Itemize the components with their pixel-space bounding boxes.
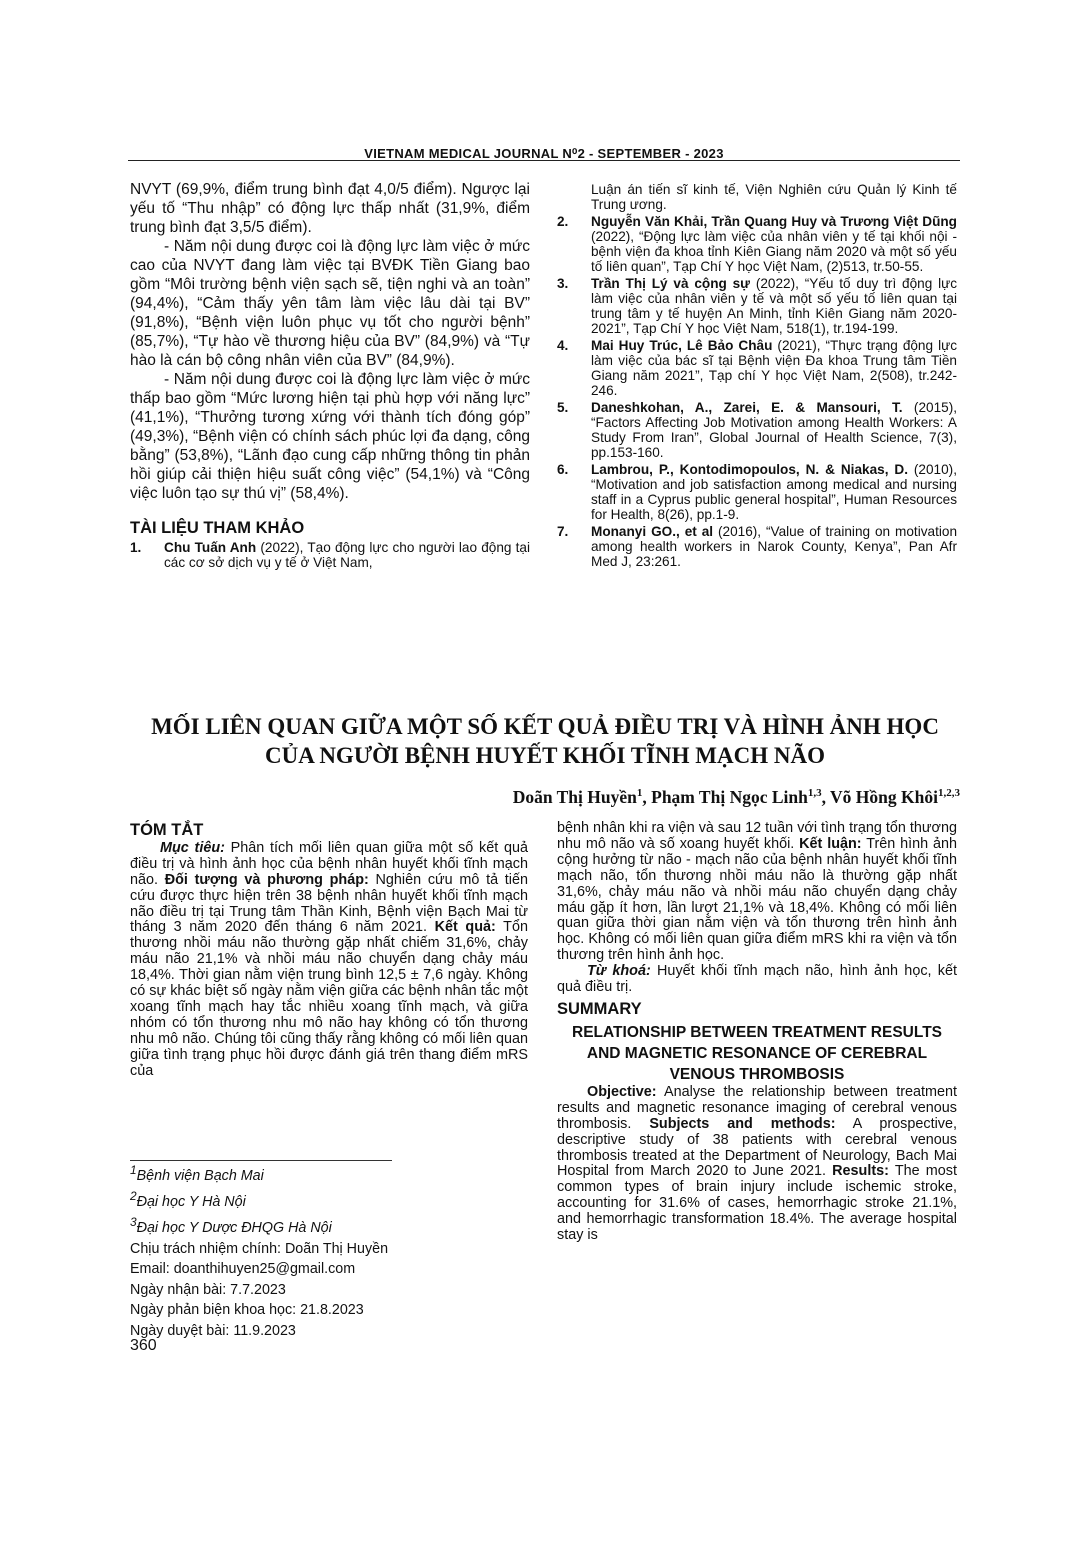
reference-item: 6. Lambrou, P., Kontodimopoulos, N. & Niakas, D. (2010), “Motivation and job satisfaction among medical and nursing staff in a Cyprus public general hospital”, Human Resources for Health, 8(26), pp.1-9.: [557, 462, 957, 522]
author-list: Doãn Thị Huyền$^1$, Phạm Thị Ngọc Linh$^{1,3}$, Võ Hồng Khôi$^{1,2,3}$: [512, 787, 960, 807]
abstract-heading: TÓM TẮT: [130, 821, 204, 839]
summary-methods-label: Subjects and methods:: [649, 1115, 836, 1132]
summary-results-label: Results:: [832, 1163, 889, 1180]
reference-authors: Nguyễn Văn Khải, Trần Quang Huy và Trương Việt Dũng: [591, 214, 957, 229]
reference-details: (2022), Tạo động lực cho người lao động tại các cơ sở dịch vụ y tế ở Việt Nam,: [164, 540, 530, 570]
keywords-label: Từ khoá:: [587, 963, 651, 980]
reference-authors: Chu Tuấn Anh: [164, 540, 257, 555]
summary-heading: SUMMARY: [557, 999, 642, 1018]
prev-article-left-column: [130, 180, 530, 572]
author-affiliation: 1,3: [807, 787, 822, 800]
conclusion-label: Kết luận:: [799, 835, 862, 852]
accepted-date: Ngày duyệt bài: 11.9.2023: [130, 1322, 296, 1339]
summary-text: Objective: Analyse the relationship between treatment results and magnetic resonance imaging of cerebral venous thrombosis. Subjects and methods: A prospective, descriptive study of 38 patients with cerebral venous thrombosis treated at the Department of Neurology, Bach Mai Hospital from March 2020 to June 2021. Results: The most common types of brain injury include ischemic stroke, accounting for 31.6% of cases, hemorrhagic stroke 21.1%, and hemorrhagic transformation 18.4%. The average hospital stay is: [557, 1083, 957, 1244]
affiliation-1: $^1$Bệnh viện Bạch Mai: [130, 1163, 264, 1184]
author-affiliation: 1,2,3: [938, 787, 960, 800]
footnotes: [130, 1160, 388, 1341]
reference-item: 2. Nguyễn Văn Khải, Trần Quang Huy và Trương Việt Dũng (2022), “Động lực làm việc của nhân viên y tế tại khối nội - bệnh viện đa khoa tỉnh Kiên Giang năm 2020 và một số yếu tố liên quan”, Tạp Chí Y học Việt Nam, (2)513, tr.50-55.: [557, 214, 957, 274]
abstract-right-column: [557, 821, 957, 1244]
reference-item: 4. Mai Huy Trúc, Lê Bảo Châu (2021), “Thực trạng động lực làm việc của bác sĩ tại Bệnh viện Đa khoa Trung tâm Tiền Giang năm 2021”, Tạp chí Y học Việt Nam, 2(508), tr.242-246.: [557, 338, 957, 398]
abstract-left-column: [130, 823, 528, 1080]
reference-continuation: Luận án tiến sĩ kinh tế, Viện Nghiên cứu Quản lý Kinh tế Trung ương.: [591, 182, 957, 212]
email: Email: doanthihuyen25@gmail.com: [130, 1261, 356, 1278]
results-label: Kết quả:: [434, 919, 496, 936]
abstract-continuation: bệnh nhân khi ra viện và sau 12 tuần với tình trạng tổn thương nhu mô não và số xoang huyết khối. Kết luận: Trên hình ảnh cộng hưởng từ não - mạch não của bệnh nhân huyết khối tĩnh mạch não, tổn thương nhồi máu não là thường gặp nhất 31,6%, chảy máu não và nhồi máu não chuyển dạng chảy máu gặp ít hơn, lần lượt 21,1% và 18,4%. Không có mối liên quan giữa thời gian nằm viện và tổn thương trên hình ảnh học. Không có mối liên quan giữa điểm mRS khi ra viện và tổn thương trên hình ảnh học.: [557, 820, 958, 964]
reference-authors: Monanyi GO., et al: [591, 524, 714, 539]
reference-list-left: [130, 540, 530, 570]
reference-item: [130, 540, 530, 570]
author-affiliation: 1: [636, 787, 643, 800]
methods-label: Đối tượng và phương pháp:: [164, 871, 369, 888]
author-name: Võ Hồng Khôi: [830, 787, 938, 807]
reference-item: 3. Trần Thị Lý và cộng sự (2022), “Yếu tố duy trì động lực làm việc của nhân viên y tế và một số yếu tố liên quan tại trung tâm y tế huyện An Minh, tỉnh Kiên Giang năm 2020-2021”, Tạp Chí Y học Việt Nam, 518(1), tr.194-199.: [557, 276, 958, 336]
reference-item-continued: [557, 182, 957, 212]
corresponding-author: Chịu trách nhiệm chính: Doãn Thị Huyền: [130, 1240, 389, 1257]
reference-item: 7. Monanyi GO., et al (2016), “Value of training on motivation among health workers in Narok County, Kenya”, Pan Afr Med J, 23:261.: [557, 524, 958, 569]
reference-authors: Daneshkohan, A., Zarei, E. & Mansouri, T.: [591, 400, 903, 415]
header-rule: [128, 160, 960, 161]
reference-number: 1.: [130, 540, 142, 555]
affiliation-2: $^2$Đại học Y Hà Nội: [130, 1189, 246, 1211]
affiliation-3: $^3$Đại học Y Dược ĐHQG Hà Nội: [130, 1215, 332, 1237]
reference-authors: Lambrou, P., Kontodimopoulos, N. & Niakas, D.: [591, 462, 908, 477]
page-number: 360: [130, 1337, 157, 1354]
prev-paragraph: - Năm nội dung được coi là động lực làm việc ở mức cao của NVYT đang làm việc tại BVĐK Tiền Giang bao gồm “Môi trường bệnh viện sạch sẽ, tiện nghi và an toàn” (94,4%), “Cảm thấy yên tâm làm việc lâu dài tại BV” (91,8%), “Bệnh viện luôn phục vụ tốt cho người bệnh” (85,7%), “Tự hào về thương hiệu của BV” (84,9%) và “Tự hào là cán bộ công nhân viên của BV” (84,9%).: [130, 238, 530, 369]
author-name: Doãn Thị Huyền: [512, 787, 637, 807]
title-line-2: CỦA NGƯỜI BỆNH HUYẾT KHỐI TĨNH MẠCH NÃO: [265, 743, 825, 768]
article-title: [120, 712, 970, 770]
received-date: Ngày nhận bài: 7.7.2023: [130, 1281, 286, 1298]
summary-title: RELATIONSHIP BETWEEN TREATMENT RESULTS AND MAGNETIC RESONANCE OF CEREBRAL VENOUS THROMBOSIS: [572, 1023, 942, 1083]
reference-item: 5. Daneshkohan, A., Zarei, E. & Mansouri, T. (2015), “Factors Affecting Job Motivation among Health Workers: A Study From Iran”, Global Journal of Health Science, 7(3), pp.153-160.: [557, 400, 957, 460]
keywords: Từ khoá: Huyết khối tĩnh mạch não, hình ảnh học, kết quả điều trị.: [557, 963, 958, 996]
journal-header: VIETNAM MEDICAL JOURNAL N⁰2 - SEPTEMBER - 2023: [364, 146, 724, 161]
references-heading: TÀI LIỆU THAM KHẢO: [130, 519, 305, 537]
objective-label: Mục tiêu:: [160, 839, 225, 856]
author-name: Phạm Thị Ngọc Linh: [651, 787, 808, 807]
summary-objective-label: Objective:: [587, 1083, 657, 1100]
prev-paragraph: NVYT (69,9%, điểm trung bình đạt 4,0/5 điểm). Ngược lại yếu tố “Thu nhập” có động lực thấp nhất (31,9%, điểm trung bình đạt 3,5/5 điểm).: [130, 181, 530, 236]
reference-authors: Trần Thị Lý và cộng sự: [591, 276, 751, 291]
review-date: Ngày phản biện khoa học: 21.8.2023: [130, 1302, 364, 1319]
reference-authors: Mai Huy Trúc, Lê Bảo Châu: [591, 338, 773, 353]
prev-paragraph: - Năm nội dung được coi là động lực làm việc ở mức thấp bao gồm “Mức lương hiện tại phù hợp với năng lực” (41,1%), “Thưởng tương xứng với thành tích đóng góp” (49,3%), “Bệnh viện có chính sách phúc lợi đa dạng, công bằng” (53,8%), “Lãnh đạo cung cấp những thông tin phản hồi giúp cải thiện hiệu suất công việc” (54,1%) và “Công việc luôn tạo sự thú vị” (58,4%).: [130, 371, 530, 502]
abstract-text: Mục tiêu: Phân tích mối liên quan giữa một số kết quả điều trị và hình ảnh học của bệnh nhân huyết khối tĩnh mạch não. Đối tượng và phương pháp: Nghiên cứu mô tả tiến cứu được thực hiện trên 38 bệnh nhân huyết khối tĩnh mạch não điều trị tại Trung tâm Thần Kinh, Bệnh viện Bạch Mai từ tháng 3 năm 2020 đến tháng 6 năm 2021. Kết quả: Tổn thương nhồi máu não thường gặp nhất chiếm 31,6%, chảy máu não 21,1% và nhồi máu não chuyển dạng chảy máu 18,4%. Thời gian nằm viện trung bình 12,5 ± 7,6 ngày. Không có sự khác biệt số ngày nằm viện giữa các bệnh nhân tắc một xoang tĩnh mạch hay tắc nhiều xoang tĩnh mạch, và giữa nhóm có tổn thương nhu mô não hay không có tổn thương nhu mô não. Chúng tôi cũng thấy rằng không có mối liên quan giữa tình trạng phục hồi được đánh giá trên thang điểm mRS của: [130, 839, 529, 1079]
title-line-1: MỐI LIÊN QUAN GIỮA MỘT SỐ KẾT QUẢ ĐIỀU TRỊ VÀ HÌNH ẢNH HỌC: [151, 714, 939, 739]
reference-list-right: [557, 182, 957, 571]
